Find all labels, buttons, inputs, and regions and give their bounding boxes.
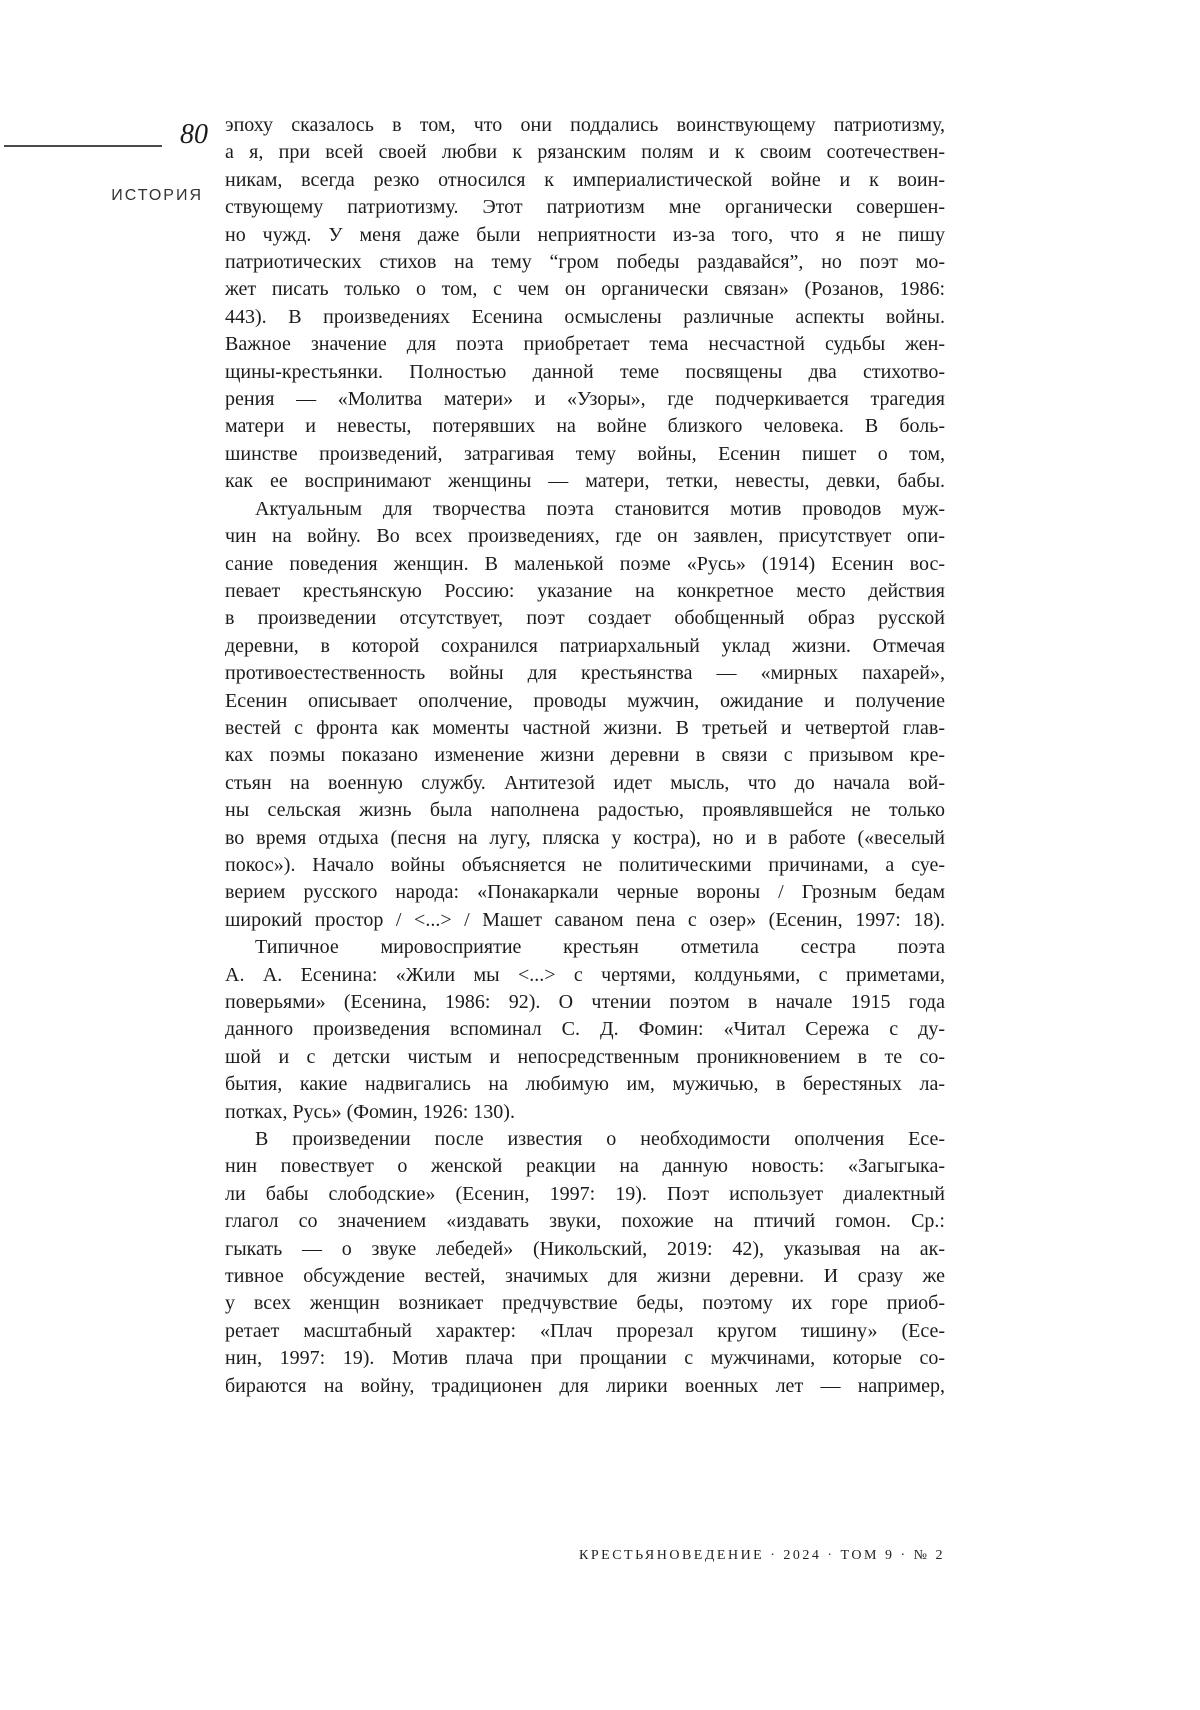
text-line: матери и невесты, потерявших на войне близкого человека. В боль-	[225, 415, 945, 438]
text-line: противоестественность войны для крестьянства — «мирных пахарей»,	[225, 662, 945, 685]
paragraph	[225, 1126, 945, 1400]
text-line: а я, при всей своей любви к рязанским полям и к своим соотечествен-	[225, 141, 945, 164]
text-line: чин на войну. Во всех произведениях, где он заявлен, присутствует опи-	[225, 525, 945, 548]
text-line: как ее воспринимают женщины — матери, тетки, невесты, девки, бабы.	[225, 470, 945, 493]
paragraph	[225, 496, 945, 935]
text-line: эпоху сказалось в том, что они поддались воинствующему патриотизму,	[225, 114, 945, 136]
text-line: гыкать — о звуке лебедей» (Никольский, 2019: 42), указывая на ак-	[225, 1237, 945, 1260]
text-line: бытия, какие надвигались на любимую им, мужичью, в берестяных ла-	[225, 1073, 945, 1096]
text-line: нин повествует о женской реакции на данную новость: «Загыгыка-	[225, 1155, 945, 1178]
text-line: бираются на войну, традиционен для лирики военных лет — например,	[225, 1374, 945, 1397]
text-line: деревни, в которой сохранился патриархальный уклад жизни. Отмечая	[225, 634, 945, 657]
text-line: вестей с фронта как моменты частной жизни. В третьей и четвертой глав-	[225, 716, 945, 739]
text-line: Типичное мировосприятие крестьян отметила сестра поэта	[255, 936, 945, 959]
text-line: Актуальным для творчества поэта становится мотив проводов муж-	[255, 497, 945, 520]
text-line: покос»). Начало войны объясняется не политическими причинами, а суе-	[225, 853, 945, 876]
text-line: шой и с детски чистым и непосредственным проникновением в те со-	[225, 1045, 945, 1068]
text-line: в произведении отсутствует, поэт создает обобщенный образ русской	[225, 607, 945, 630]
text-line: щины-крестьянки. Полностью данной теме посвящены два стихотво-	[225, 360, 945, 383]
text-line: ли бабы слободские» (Есенин, 1997: 19). Поэт использует диалектный	[225, 1182, 945, 1205]
text-line: ретает масштабный характер: «Плач прорезал кругом тишину» (Есе-	[225, 1319, 945, 1342]
text-line: 443). В произведениях Есенина осмыслены различные аспекты войны.	[225, 305, 945, 328]
text-line: певает крестьянскую Россию: указание на конкретное место действия	[225, 579, 945, 602]
text-line: никам, всегда резко относился к империалистической войне и к воин-	[225, 168, 945, 191]
text-line: Важное значение для поэта приобретает тема несчастной судьбы жен-	[225, 333, 945, 356]
text-line: патриотических стихов на тему “гром победы раздавайся”, но поэт мо-	[225, 251, 945, 274]
page-number: 80	[180, 119, 208, 150]
text-line: данного произведения вспоминал С. Д. Фомин: «Читал Сережа с ду-	[225, 1018, 945, 1041]
text-line: у всех женщин возникает предчувствие беды, поэтому их горе приоб-	[225, 1292, 945, 1315]
text-line: во время отдыха (песня на лугу, пляска у костра), но и в работе («веселый	[225, 826, 945, 849]
text-line: ствующему патриотизму. Этот патриотизм мне органически совершен-	[225, 196, 945, 219]
text-line: рения — «Молитва матери» и «Узоры», где подчеркивается трагедия	[225, 388, 945, 411]
article-body	[225, 112, 945, 1400]
paragraph	[225, 112, 945, 496]
text-line: жет писать только о том, с чем он органически связан» (Розанов, 1986:	[225, 278, 945, 301]
text-line: широкий простор / <...> / Машет саваном пена с озер» (Есенин, 1997: 18).	[225, 908, 945, 931]
section-label: ИСТОРИЯ	[111, 187, 203, 204]
text-line: ны сельская жизнь была наполнена радостью, проявлявшейся не только	[225, 799, 945, 822]
text-line: тивное обсуждение вестей, значимых для жизни деревни. И сразу же	[225, 1265, 945, 1288]
text-line: шинстве произведений, затрагивая тему войны, Есенин пишет о том,	[225, 442, 945, 465]
text-line: Есенин описывает ополчение, проводы мужчин, ожидание и получение	[225, 689, 945, 712]
text-line: сание поведения женщин. В маленькой поэме «Русь» (1914) Есенин вос-	[225, 552, 945, 575]
journal-footer: КРЕСТЬЯНОВЕДЕНИЕ · 2024 · ТОМ 9 · № 2	[579, 1548, 945, 1563]
text-line: ках поэмы показано изменение жизни деревни в связи с призывом кре-	[225, 744, 945, 767]
text-line: А. А. Есенина: «Жили мы <...> с чертями, колдуньями, с приметами,	[225, 963, 945, 986]
text-line: В произведении после известия о необходимости ополчения Есе-	[255, 1128, 945, 1151]
text-line: нин, 1997: 19). Мотив плача при прощании с мужчинами, которые со-	[225, 1347, 945, 1370]
text-line: верием русского народа: «Понакаркали черные вороны / Грозным бедам	[225, 881, 945, 904]
text-line: стьян на военную службу. Антитезой идет мысль, что до начала вой-	[225, 771, 945, 794]
text-line: но чужд. У меня даже были неприятности из-за того, что я не пишу	[225, 223, 945, 246]
text-line: поверьями» (Есенина, 1986: 92). О чтении поэтом в начале 1915 года	[225, 991, 945, 1013]
paragraph	[225, 934, 945, 1126]
text-line: глагол со значением «издавать звуки, похожие на птичий гомон. Ср.:	[225, 1210, 945, 1233]
text-line: потках, Русь» (Фомин, 1926: 130).	[225, 1100, 515, 1123]
